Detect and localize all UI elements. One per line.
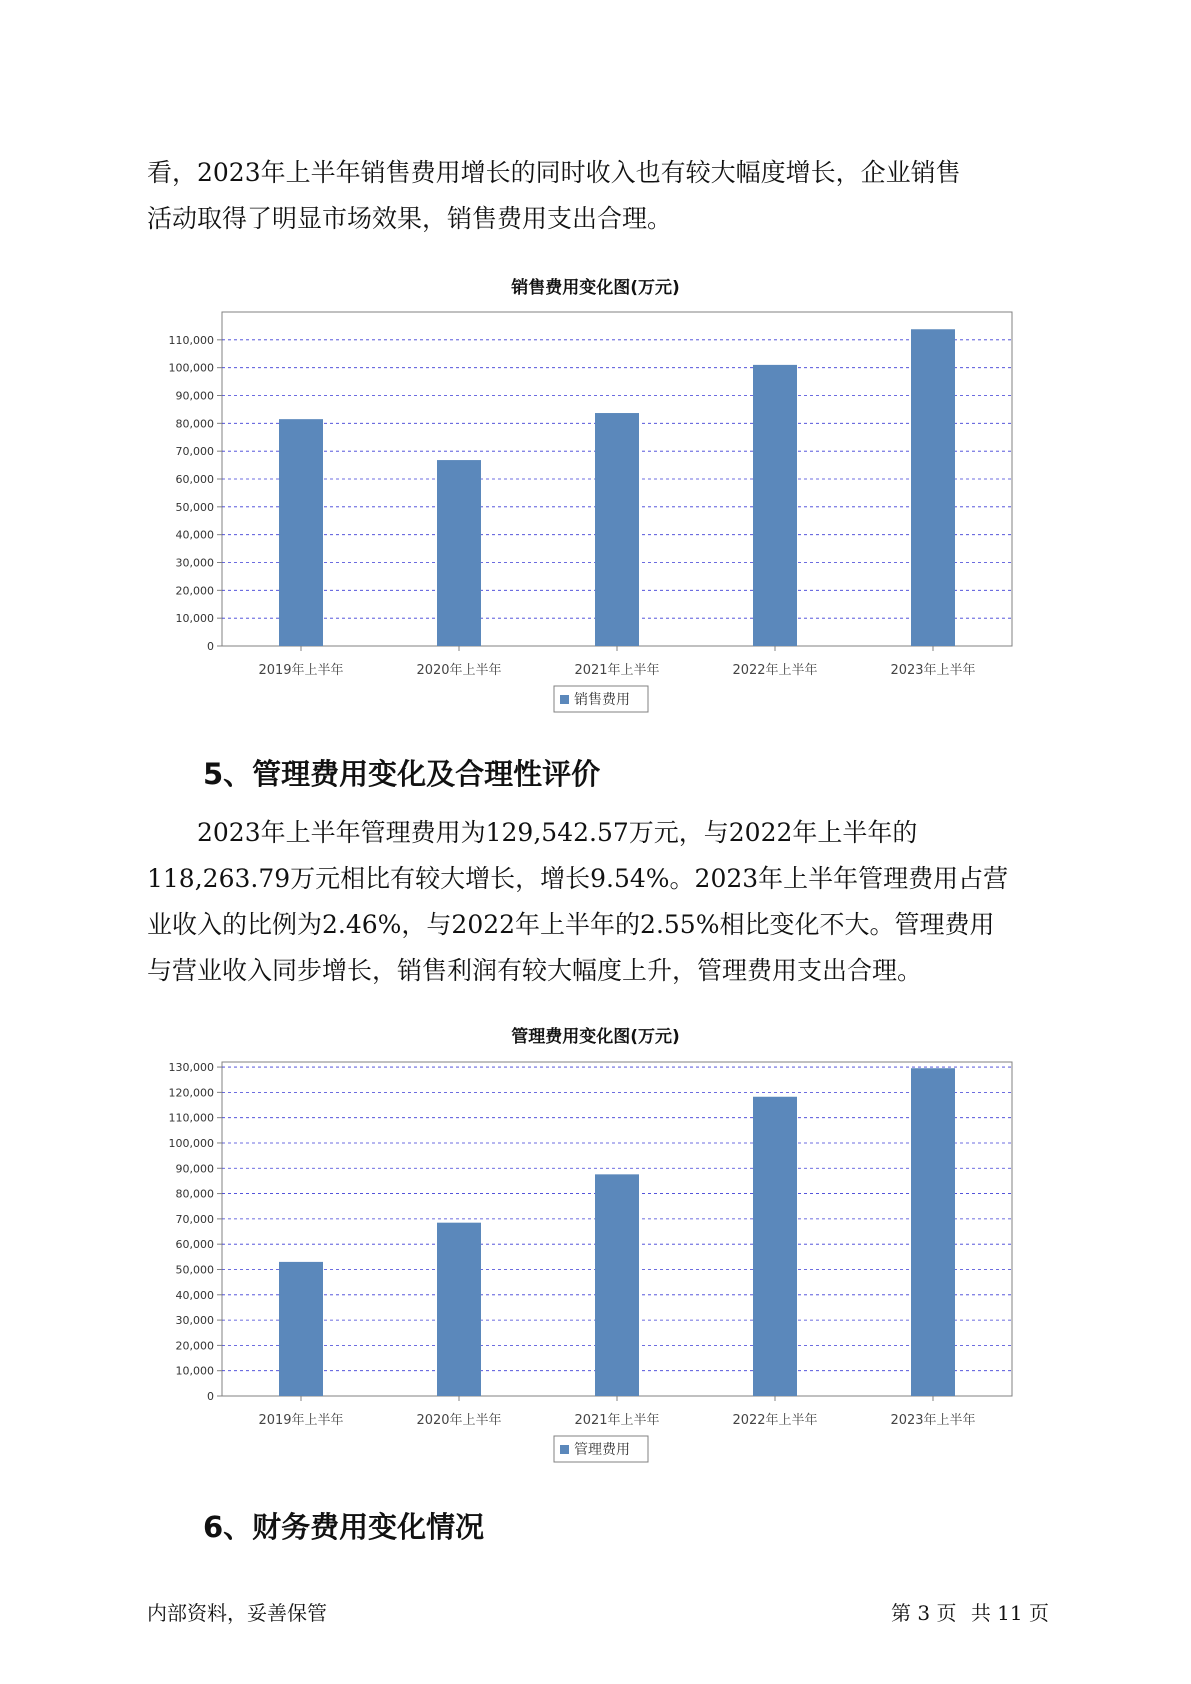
bar <box>753 365 797 646</box>
x-tick-label: 2021年上半年 <box>574 1413 660 1428</box>
bar <box>753 1097 797 1396</box>
legend-swatch <box>560 1445 569 1454</box>
bar <box>279 1262 323 1396</box>
x-tick-label: 2022年上半年 <box>732 663 818 678</box>
bar <box>595 1174 639 1396</box>
bar <box>437 460 481 646</box>
x-tick-label: 2022年上半年 <box>732 1413 818 1428</box>
y-tick-label: 90,000 <box>175 389 214 403</box>
intro-paragraph <box>147 150 1047 242</box>
y-tick-label: 110,000 <box>168 333 214 347</box>
y-tick-label: 130,000 <box>168 1061 214 1075</box>
y-tick-label: 90,000 <box>175 1162 214 1176</box>
y-tick-label: 100,000 <box>168 1136 214 1150</box>
y-tick-label: 110,000 <box>168 1111 214 1125</box>
x-tick-label: 2023年上半年 <box>890 663 976 678</box>
x-tick-label: 2019年上半年 <box>258 1413 344 1428</box>
legend <box>554 1436 648 1462</box>
section-6-heading: 6、财务费用变化情况 <box>203 1510 485 1544</box>
page-number: 第 3 页 <box>891 1601 957 1625</box>
y-tick-label: 100,000 <box>168 361 214 375</box>
y-tick-label: 0 <box>207 640 214 653</box>
x-tick-label: 2020年上半年 <box>416 663 502 678</box>
section-5-line: 业收入的比例为2.46%，与2022年上半年的2.55%相比变化不大。管理费用 <box>147 910 995 939</box>
y-tick-label: 20,000 <box>175 1339 214 1353</box>
intro-line: 看，2023年上半年销售费用增长的同时收入也有较大幅度增长，企业销售 <box>147 158 961 187</box>
y-tick-label: 40,000 <box>175 1288 214 1302</box>
bar <box>595 413 639 646</box>
bar <box>279 419 323 646</box>
bar <box>437 1223 481 1396</box>
sales-expense-chart <box>0 300 1191 720</box>
chart-title-admin: 管理费用变化图(万元) <box>511 1027 680 1047</box>
y-tick-label: 40,000 <box>175 528 214 542</box>
intro-line: 活动取得了明显市场效果，销售费用支出合理。 <box>147 204 673 233</box>
y-tick-label: 30,000 <box>175 556 214 570</box>
y-tick-label: 80,000 <box>175 417 214 431</box>
section-5-paragraph <box>147 810 1047 994</box>
y-tick-label: 50,000 <box>175 1263 214 1277</box>
section-5-line: 与营业收入同步增长，销售利润有较大幅度上升，管理费用支出合理。 <box>147 956 923 985</box>
legend-swatch <box>560 695 569 704</box>
x-tick-label: 2019年上半年 <box>258 663 344 678</box>
legend <box>554 686 648 712</box>
x-tick-label: 2023年上半年 <box>890 1413 976 1428</box>
section-5-line: 2023年上半年管理费用为129,542.57万元，与2022年上半年的 <box>147 818 918 847</box>
x-tick-label: 2021年上半年 <box>574 663 660 678</box>
section-5-heading: 5、管理费用变化及合理性评价 <box>203 757 601 791</box>
bar <box>911 329 955 646</box>
legend-label: 销售费用 <box>574 692 630 708</box>
y-tick-label: 120,000 <box>168 1086 214 1100</box>
y-tick-label: 60,000 <box>175 473 214 486</box>
y-tick-label: 60,000 <box>175 1238 214 1252</box>
y-tick-label: 50,000 <box>175 500 214 514</box>
legend-label: 管理费用 <box>574 1442 630 1458</box>
y-tick-label: 70,000 <box>175 445 214 459</box>
y-tick-label: 10,000 <box>175 1364 214 1378</box>
bar <box>911 1068 955 1396</box>
y-tick-label: 80,000 <box>175 1187 214 1201</box>
chart-title-sales: 销售费用变化图(万元) <box>511 278 680 298</box>
footer-page-info <box>887 1597 1053 1626</box>
footer-confidential-note: 内部资料，妥善保管 <box>147 1601 327 1625</box>
admin-expense-chart <box>0 1050 1191 1470</box>
y-tick-label: 10,000 <box>175 612 214 626</box>
y-tick-label: 70,000 <box>175 1212 214 1226</box>
x-tick-label: 2020年上半年 <box>416 1413 502 1428</box>
y-tick-label: 20,000 <box>175 584 214 598</box>
section-5-line: 118,263.79万元相比有较大增长，增长9.54%。2023年上半年管理费用占营 <box>147 864 1009 893</box>
y-tick-label: 0 <box>207 1390 214 1403</box>
y-tick-label: 30,000 <box>175 1314 214 1328</box>
total-pages: 共 11 页 <box>970 1601 1049 1625</box>
